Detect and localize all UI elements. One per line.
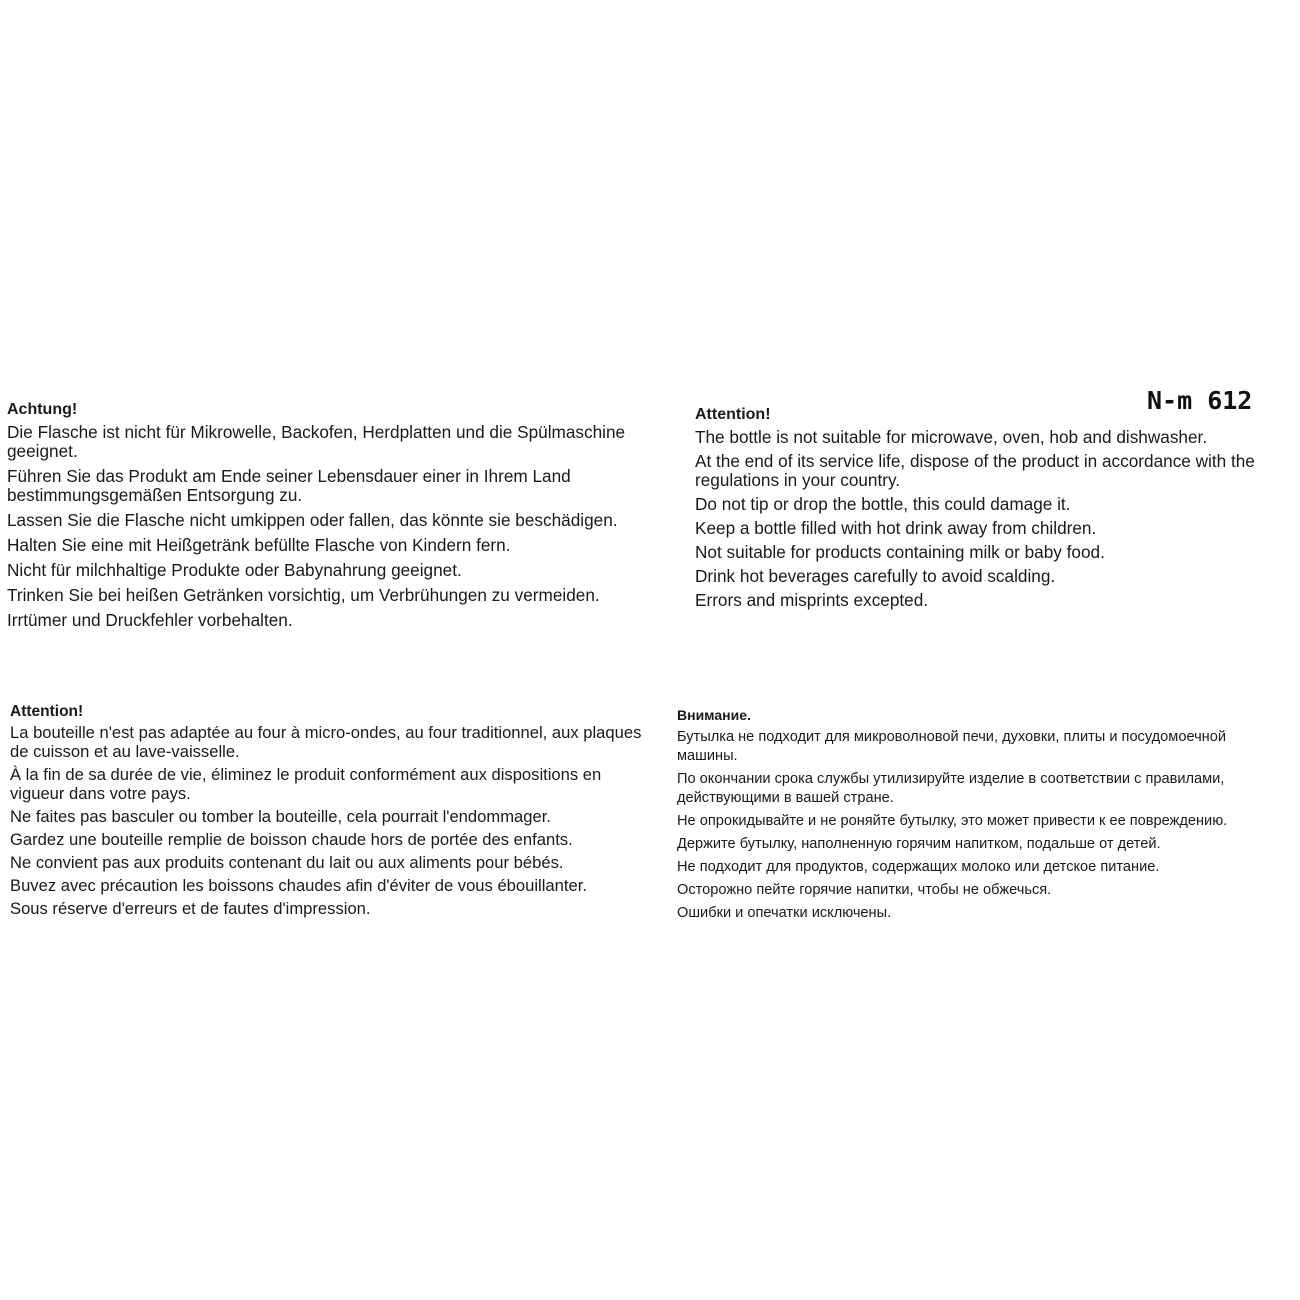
french-line: Ne convient pas aux produits contenant du lait ou aux aliments pour bébés. bbox=[10, 853, 564, 872]
russian-line: Бутылка не подходит для микроволновой печи, духовки, плиты и посудомоечной машины. bbox=[677, 729, 1227, 764]
russian-line: Не опрокидывайте и не роняйте бутылку, это может привести к ее повреждению. bbox=[677, 813, 1228, 829]
russian-warning-block bbox=[677, 706, 1277, 927]
german-line: Trinken Sie bei heißen Getränken vorsichtig, um Verbrühungen zu vermeiden. bbox=[7, 585, 600, 605]
german-line: Irrtümer und Druckfehler vorbehalten. bbox=[7, 610, 293, 630]
french-line: La bouteille n'est pas adaptée au four à micro-ondes, au four traditionnel, aux plaques de cuisson et au lave-vaisselle. bbox=[10, 723, 642, 761]
model-code: N-m 612 bbox=[1147, 386, 1253, 415]
english-line: At the end of its service life, dispose of the product in accordance with the regulations in your country. bbox=[695, 451, 1255, 490]
english-line: Drink hot beverages carefully to avoid scalding. bbox=[695, 566, 1056, 586]
english-line: Not suitable for products containing milk or baby food. bbox=[695, 542, 1105, 562]
french-line: Sous réserve d'erreurs et de fautes d'impression. bbox=[10, 899, 371, 918]
german-line: Die Flasche ist nicht für Mikrowelle, Backofen, Herdplatten und die Spülmaschine geeignet. bbox=[7, 422, 626, 461]
russian-line: По окончании срока службы утилизируйте изделие в соответствии с правилами, действующими в вашей стране. bbox=[677, 771, 1225, 806]
russian-heading: Внимание. bbox=[677, 707, 751, 723]
english-line: Keep a bottle filled with hot drink away from children. bbox=[695, 518, 1097, 538]
french-line: Gardez une bouteille remplie de boisson chaude hors de portée des enfants. bbox=[10, 830, 573, 849]
english-line: Do not tip or drop the bottle, this could damage it. bbox=[695, 494, 1071, 514]
french-line: Ne faites pas basculer ou tomber la bouteille, cela pourrait l'endommager. bbox=[10, 807, 551, 826]
german-line: Halten Sie eine mit Heißgetränk befüllte Flasche von Kindern fern. bbox=[7, 535, 511, 555]
french-heading: Attention! bbox=[10, 703, 84, 720]
german-line: Lassen Sie die Flasche nicht umkippen oder fallen, das könnte sie beschädigen. bbox=[7, 510, 618, 530]
german-heading: Achtung! bbox=[7, 401, 78, 418]
french-line: À la fin de sa durée de vie, éliminez le produit conformément aux dispositions en vigueur dans votre pays. bbox=[10, 765, 602, 803]
russian-line: Ошибки и опечатки исключены. bbox=[677, 905, 892, 921]
russian-line: Не подходит для продуктов, содержащих молоко или детское питание. bbox=[677, 859, 1160, 875]
german-line: Nicht für milchhaltige Produkte oder Babynahrung geeignet. bbox=[7, 560, 462, 580]
russian-line: Осторожно пейте горячие напитки, чтобы не обжечься. bbox=[677, 882, 1052, 898]
english-line: The bottle is not suitable for microwave, oven, hob and dishwasher. bbox=[695, 427, 1208, 447]
german-line: Führen Sie das Produkt am Ende seiner Lebensdauer einer in Ihrem Land bestimmungsgemäßen Entsorgung zu. bbox=[7, 466, 571, 505]
english-line: Errors and misprints excepted. bbox=[695, 590, 929, 610]
russian-line: Держите бутылку, наполненную горячим напитком, подальше от детей. bbox=[677, 836, 1161, 852]
english-warning-block bbox=[695, 405, 1295, 615]
french-warning-block bbox=[10, 702, 660, 922]
english-heading: Attention! bbox=[695, 406, 771, 423]
french-line: Buvez avec précaution les boissons chaudes afin d'éviter de vous ébouillanter. bbox=[10, 876, 587, 895]
german-warning-block bbox=[7, 400, 677, 636]
